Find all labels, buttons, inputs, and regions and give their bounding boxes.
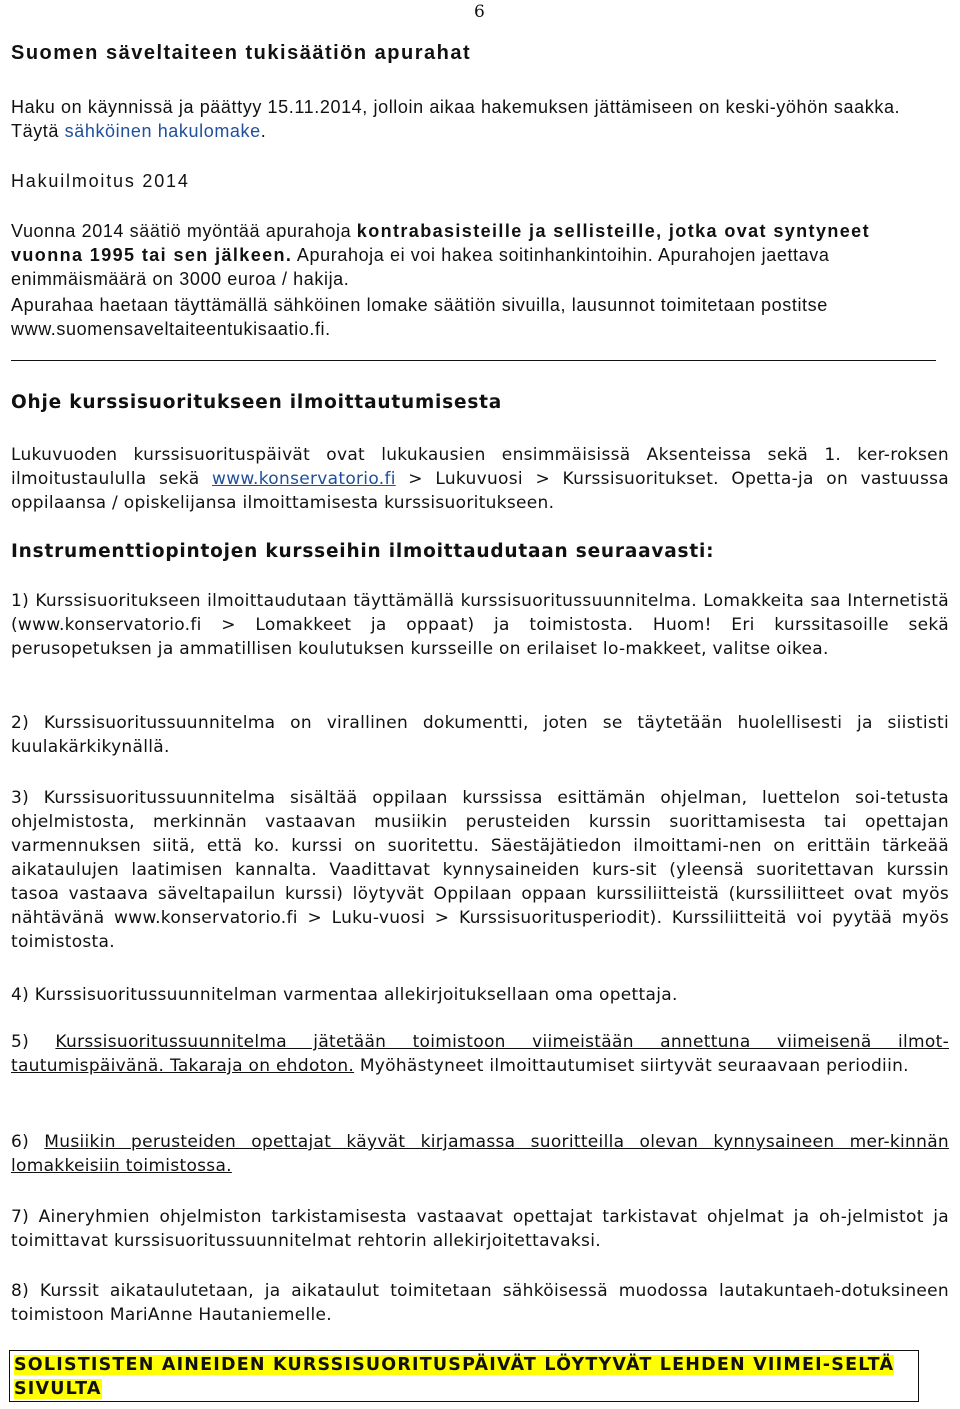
instruction-item-7: 7) Aineryhmien ohjelmiston tarkistamisesta vastaavat opettajat tarkistavat ohjelmat ja oh-jelmistot ja toimittavat kurssisuoritussuunnitelmat rehtorin allekirjoitettavaksi. bbox=[11, 1207, 949, 1251]
soloist-notice-text: SOLISTISTEN AINEIDEN KURSSISUORITUSPÄIVÄT LÖYTYVÄT LEHDEN VIIMEI-SELTÄ SIVULTA bbox=[14, 1355, 895, 1399]
course-intro-text-end: > Lukuvuosi > Kurssisuoritukset. Opetta-ja on vastuussa oppilaansa / opiskelijansa ilmoittamisesta kurssisuoritukseen. bbox=[11, 469, 949, 513]
instrument-studies-heading: Instrumenttiopintojen kursseihin ilmoittaudutaan seuraavasti: bbox=[11, 541, 715, 562]
item-6-number: 6) bbox=[11, 1132, 45, 1152]
eligibility-text-start: Vuonna 2014 säätiö myöntää apurahoja bbox=[11, 221, 357, 241]
instruction-item-8: 8) Kurssit aikataulutetaan, ja aikataulut toimitetaan sähköisessä muodossa lautakuntaeh-dotuksineen toimistoon MariAnne Hautaniemelle. bbox=[11, 1281, 949, 1325]
grant-paragraph-eligibility bbox=[11, 219, 936, 291]
grant-deadline-text: Haku on käynnissä ja päättyy 15.11.2014, jolloin aikaa hakemuksen jättämiseen on keski-yöhön saakka. Täytä bbox=[11, 97, 901, 141]
konservatorio-link[interactable]: www.konservatorio. bbox=[212, 469, 385, 489]
course-intro-text: Lukuvuoden kurssisuorituspäivät ovat lukukausien ensimmäisissä Aksenteissa sekä 1. ker-roksen ilmoitustaululla sekä bbox=[11, 445, 949, 489]
course-heading: Ohje kurssisuoritukseen ilmoittautumisesta bbox=[11, 392, 503, 413]
item-5-text: Myöhästyneet ilmoittautumiset siirtyvät seuraavaan periodiin. bbox=[354, 1056, 909, 1076]
section-divider bbox=[11, 360, 936, 361]
grant-paragraph-deadline bbox=[11, 95, 936, 143]
instruction-item-5 bbox=[11, 1030, 949, 1078]
instruction-item-4: 4) Kurssisuoritussuunnitelman varmentaa allekirjoituksellaan oma opettaja. bbox=[11, 985, 678, 1005]
instruction-item-3: 3) Kurssisuoritussuunnitelma sisältää oppilaan kurssissa esittämän ohjelman, luettelon soi-tetusta ohjelmistosta, merkinnän vastaavan musiikin perusteiden kurssin suorittamisesta tai opettajan varmennuksen siitä, että ko. kurssi on suoritettu. Säestäjätiedon ilmoittami-nen on erittäin tärkeää aikataulujen laatimisen kannalta. Vaadittavat kynnysaineiden kurs-sit (yleensä suoritettavan kurssin tasoa vastaava säveltapailun kurssi) löytyvät Oppilaan oppaan kurssiliitteistä (kurssiliitteet ovat myös nähtävänä www.konservatorio.fi > Luku-vuosi > Kurssisuoritusperiodit). Kurssiliitteitä voi pyytää myös toimistosta. bbox=[11, 788, 949, 952]
eligibility-text-end: Apurahoja ei voi hakea soitinhankintoihin. Apurahojen jaettava enimmäismäärä on 3000 euroa / hakija. bbox=[11, 245, 830, 289]
grant-heading: Suomen säveltaiteen tukisäätiön apurahat bbox=[11, 42, 472, 64]
grant-deadline-end: . bbox=[260, 121, 267, 141]
page-number: 6 bbox=[474, 2, 485, 22]
item-5-number: 5) bbox=[11, 1032, 56, 1052]
instruction-item-6 bbox=[11, 1130, 949, 1178]
application-form-link[interactable]: sähköinen hakulomake bbox=[64, 121, 261, 141]
instruction-item-2: 2) Kurssisuoritussuunnitelma on virallinen dokumentti, joten se täytetään huolellisesti ja siististi kuulakärkikynällä. bbox=[11, 713, 949, 757]
instruction-item-1: 1) Kurssisuoritukseen ilmoittaudutaan täyttämällä kurssisuoritussuunnitelma. Lomakkeita saa Internetistä (www.konservatorio.fi > Lomakkeet ja oppaat) ja toimistosta. Huom! Eri kurssitasoille sekä perusopetuksen ja ammatillisen koulutuksen kursseille on erilaiset lo-makkeet, valitse oikea. bbox=[11, 591, 949, 659]
announcement-subheading: Hakuilmoitus 2014 bbox=[11, 171, 190, 191]
eligibility-bold-text: kontrabasisteille ja sellisteille, jotka ovat syntyneet vuonna 1995 tai sen jälkeen. bbox=[11, 221, 870, 265]
grant-paragraph-howto: Apurahaa haetaan täyttämällä sähköinen lomake säätiön sivuilla, lausunnot toimitetaan postitse www.suomensaveltaiteentukisaatio.fi. bbox=[11, 295, 828, 339]
course-intro-paragraph bbox=[11, 443, 949, 515]
konservatorio-link-tld[interactable]: fi bbox=[384, 469, 396, 489]
item-5-underlined: Kurssisuoritussuunnitelma jätetään toimistoon viimeistään annettuna viimeisenä ilmot-tautumispäivänä. Takaraja on ehdoton. bbox=[11, 1032, 949, 1076]
soloist-notice-box bbox=[9, 1350, 919, 1402]
item-6-underlined: Musiikin perusteiden opettajat käyvät kirjamassa suoritteilla olevan kynnysaineen mer-kinnän lomakkeisiin toimistossa. bbox=[11, 1132, 949, 1176]
